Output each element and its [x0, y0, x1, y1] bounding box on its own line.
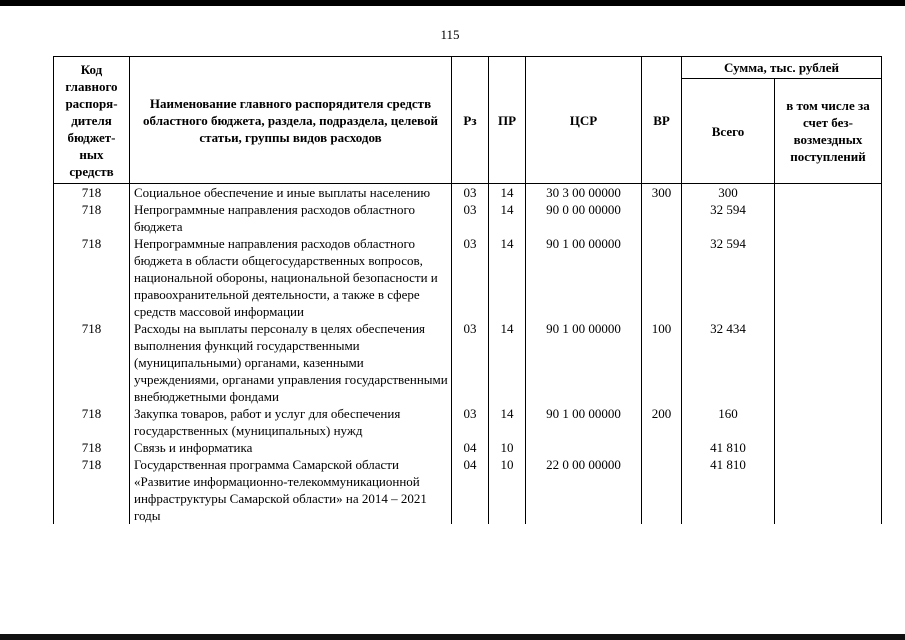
cell-code: 718	[54, 201, 130, 235]
cell-name: Закупка товаров, работ и услуг для обеспечения государственных (муниципальных) нужд	[130, 405, 452, 439]
page-number: 115	[440, 27, 460, 42]
cell-grants	[775, 184, 882, 202]
cell-pr: 14	[489, 320, 526, 405]
cell-pr: 14	[489, 405, 526, 439]
cell-rz: 03	[452, 405, 489, 439]
cell-csr: 90 0 00 00000	[526, 201, 642, 235]
cell-name: Непрограммные направления расходов областного бюджета в области общегосударственных вопросов, национальной обороны, национальной безопасности и правоохранительной деятельности, а также в сфере средств массовой информации	[130, 235, 452, 320]
header-csr: ЦСР	[526, 57, 642, 184]
header-vr: ВР	[642, 57, 682, 184]
table-row	[54, 439, 882, 456]
cell-name: Социальное обеспечение и иные выплаты населению	[130, 184, 452, 202]
cell-total: 32 434	[682, 320, 775, 405]
cell-vr: 300	[642, 184, 682, 202]
cell-total: 160	[682, 405, 775, 439]
table-row	[54, 184, 882, 202]
cell-code: 718	[54, 320, 130, 405]
cell-csr: 22 0 00 00000	[526, 456, 642, 524]
cell-csr: 30 3 00 00000	[526, 184, 642, 202]
cell-pr: 14	[489, 235, 526, 320]
cell-grants	[775, 439, 882, 456]
header-grants: в том числе за счет без-возмездных поступлений	[775, 79, 882, 184]
top-border	[0, 0, 905, 6]
cell-grants	[775, 456, 882, 524]
header-name: Наименование главного распорядителя средств областного бюджета, раздела, подраздела, целевой статьи, группы видов расходов	[130, 57, 452, 184]
cell-rz: 03	[452, 235, 489, 320]
cell-name: Расходы на выплаты персоналу в целях обеспечения выполнения функций государственными (муниципальными) органами, казенными учреждениями, органами управления государственными внебюджетными фондами	[130, 320, 452, 405]
cell-csr: 90 1 00 00000	[526, 235, 642, 320]
budget-table	[53, 56, 882, 524]
cell-name: Непрограммные направления расходов областного бюджета	[130, 201, 452, 235]
cell-vr	[642, 235, 682, 320]
table-row	[54, 405, 882, 439]
table-body	[54, 184, 882, 525]
cell-total: 32 594	[682, 201, 775, 235]
cell-code: 718	[54, 184, 130, 202]
cell-rz: 04	[452, 439, 489, 456]
cell-name: Государственная программа Самарской области «Развитие информационно-телекоммуникационной инфраструктуры Самарской области» на 2014 – 2021 годы	[130, 456, 452, 524]
cell-pr: 10	[489, 439, 526, 456]
cell-total: 300	[682, 184, 775, 202]
cell-code: 718	[54, 405, 130, 439]
cell-grants	[775, 201, 882, 235]
cell-rz: 03	[452, 201, 489, 235]
cell-code: 718	[54, 235, 130, 320]
cell-vr: 200	[642, 405, 682, 439]
bottom-border	[0, 634, 905, 640]
cell-grants	[775, 405, 882, 439]
header-pr: ПР	[489, 57, 526, 184]
cell-rz: 03	[452, 320, 489, 405]
cell-grants	[775, 320, 882, 405]
cell-total: 41 810	[682, 456, 775, 524]
table-row	[54, 201, 882, 235]
cell-rz: 04	[452, 456, 489, 524]
cell-code: 718	[54, 439, 130, 456]
cell-csr: 90 1 00 00000	[526, 405, 642, 439]
cell-pr: 10	[489, 456, 526, 524]
cell-total: 41 810	[682, 439, 775, 456]
cell-total: 32 594	[682, 235, 775, 320]
cell-csr: 90 1 00 00000	[526, 320, 642, 405]
cell-rz: 03	[452, 184, 489, 202]
cell-vr	[642, 439, 682, 456]
header-rz: Рз	[452, 57, 489, 184]
header-sum: Сумма, тыс. рублей	[682, 57, 882, 79]
cell-vr	[642, 456, 682, 524]
table-row	[54, 456, 882, 524]
table-row	[54, 235, 882, 320]
cell-vr	[642, 201, 682, 235]
table-row	[54, 320, 882, 405]
header-code: Код главного распоря-дителя бюджет-ных средств	[54, 57, 130, 184]
cell-pr: 14	[489, 201, 526, 235]
cell-vr: 100	[642, 320, 682, 405]
cell-pr: 14	[489, 184, 526, 202]
cell-grants	[775, 235, 882, 320]
header-total: Всего	[682, 79, 775, 184]
cell-csr	[526, 439, 642, 456]
cell-name: Связь и информатика	[130, 439, 452, 456]
cell-code: 718	[54, 456, 130, 524]
